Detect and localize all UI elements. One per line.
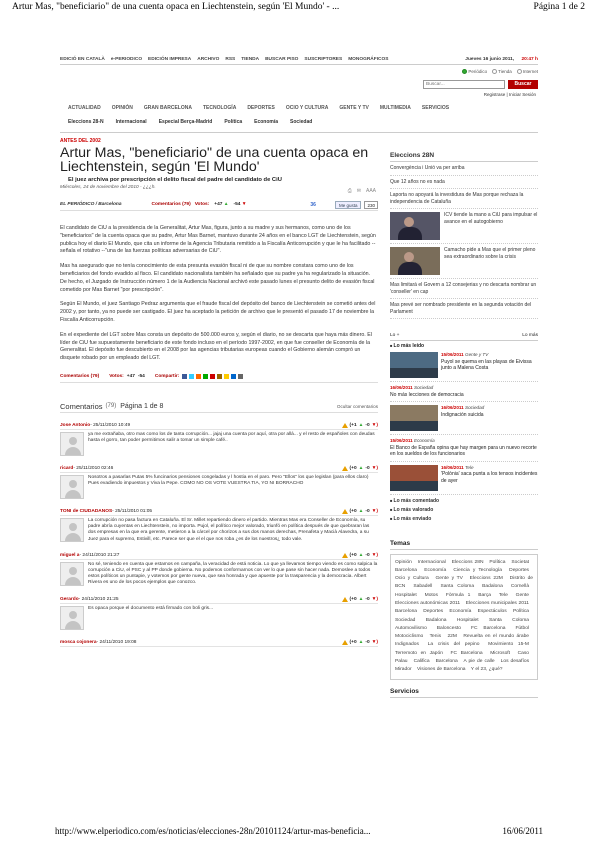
comment-date: - 25/11/2010 10:49: [90, 422, 131, 428]
votes-up-bottom[interactable]: +47: [126, 373, 135, 379]
most-read-thumbnail: [390, 465, 438, 491]
comment-rating: [342, 466, 378, 471]
tag-link[interactable]: Fútbol: [515, 625, 530, 631]
tag-link[interactable]: Caso: [517, 650, 530, 656]
digg-icon[interactable]: [217, 374, 222, 379]
article-meta: [60, 199, 378, 211]
thumb-up-icon: ▲: [223, 202, 229, 207]
most-read-content: [441, 352, 538, 378]
tag-link[interactable]: Palau: [395, 659, 408, 665]
article-paragraph: Según El Mundo, el juez Santiago Pedraz argumenta que el fraude fiscal del depósito del banco de Liechtenstein se cometió antes del 2002 y, por tanto, ya no puede ser castigado. El juez ha aceptado la petición de archivo que le presentó el pasado 17 de noviembre la Fiscalía Anticorrupción.: [60, 301, 376, 323]
report-icon[interactable]: [342, 423, 348, 428]
twitter-icon[interactable]: [189, 374, 194, 379]
comments-label: Comentarios: [60, 373, 90, 379]
tag-link[interactable]: Los desafíos: [500, 659, 530, 665]
most-read-date: 16/06/2011: [441, 405, 464, 410]
tag-link[interactable]: Motos: [424, 592, 438, 598]
tag-link[interactable]: La crisis del pepino: [427, 642, 480, 648]
news-thumbnail: [390, 247, 440, 275]
radio-icon: [517, 69, 522, 74]
subnav-item[interactable]: Especial Berça-Madrid: [158, 119, 213, 125]
tag-link[interactable]: Mirador: [395, 667, 412, 673]
tag-link[interactable]: Sabadell: [413, 584, 433, 590]
comments-link[interactable]: [152, 202, 191, 207]
comments-label: Comentarios: [151, 202, 181, 207]
tag-link[interactable]: Barça: [478, 592, 492, 598]
article-paragraph: Mas ha asegurado que no tenía conocimiento de esta presunta evasión fiscal ni de que su nombre constara como uno de los beneficiarios del fondo evadido al fisco. El candidato nacionalista también ha señalado que su padre ya ha regularizado la situación. De hecho, el Juzgado de Instrucción número 1 de la Audiencia Nacional archivó este pasado lunes el presunto delito de evasión fiscal cometido por Mas Barnet "por prescripción".: [60, 263, 375, 293]
tag-link[interactable]: Hospitalet: [456, 617, 479, 623]
topbar-link[interactable]: EDICIÓN IMPRESA: [148, 56, 192, 62]
article-footer-meta: [60, 371, 378, 383]
tag-link[interactable]: Terremoto en Japón: [395, 650, 443, 656]
most-rated-link[interactable]: ■ Lo más valorado: [390, 507, 538, 513]
scope-label: Periódico: [468, 69, 488, 74]
tag-link[interactable]: Y el 23, ¿qué?: [470, 667, 503, 673]
avatar: [60, 475, 84, 499]
thumb-down-icon[interactable]: ▼): [371, 465, 378, 471]
report-icon[interactable]: [342, 466, 348, 471]
print-header-page: Página 1 de 2: [533, 2, 585, 12]
nav-item[interactable]: GENTE Y TV: [339, 105, 369, 111]
tag-link[interactable]: Santa Coloma: [440, 584, 475, 590]
thumb-up-icon[interactable]: ▲: [358, 508, 364, 514]
like-count: 230: [364, 201, 378, 209]
sidebar-news-item[interactable]: Convergència i Unió va per arriba: [390, 162, 538, 176]
tag-link[interactable]: Indignados: [395, 642, 419, 648]
email-icon[interactable]: ✉: [356, 188, 361, 194]
most-read-item[interactable]: [390, 435, 538, 462]
comment-author[interactable]: TONI de CIUDADANOS: [60, 508, 113, 514]
comments-count: (79): [182, 202, 191, 207]
most-read-category: Tele: [465, 464, 474, 470]
news-thumbnail: [390, 212, 440, 240]
most-read-category: Gente y TV: [465, 352, 489, 357]
tag-link[interactable]: Política: [489, 559, 506, 565]
tag-link[interactable]: Elecciones municipales 2011: [465, 600, 529, 606]
comment-author[interactable]: Jose Antonio: [60, 422, 91, 428]
tag-link[interactable]: Deportes: [423, 609, 444, 615]
votes-label: Votos:: [194, 202, 210, 207]
comment-rating: [342, 597, 378, 602]
topbar-link[interactable]: EDICIÓ EN CATALÀ: [60, 56, 105, 62]
tag-link[interactable]: Revuelta en el mundo árabe: [463, 634, 530, 640]
thumb-up-icon[interactable]: ▲: [358, 596, 364, 602]
subnav-item[interactable]: Economía: [254, 119, 279, 125]
most-read-item[interactable]: [390, 382, 538, 402]
comment-plus[interactable]: (+0: [349, 508, 357, 514]
article-subtitle: El juez archiva por prescripción el delito fiscal del padre del candidato de CiU: [68, 177, 282, 183]
comment-minus[interactable]: -0: [365, 639, 370, 645]
most-read-date: 15/06/2011: [441, 352, 464, 357]
subnav-item[interactable]: Eleccions 28-N: [68, 119, 104, 125]
thumb-up-icon[interactable]: ▲: [358, 465, 364, 471]
share-icons: [182, 374, 243, 379]
sidebar: [390, 152, 538, 698]
site: [60, 54, 538, 814]
thumb-up-icon[interactable]: ▲: [358, 552, 364, 558]
comment-date: - 24/11/2010 21:27: [79, 552, 120, 558]
most-read-date: 15/06/2011: [390, 438, 413, 443]
like-button[interactable]: Me gusta: [335, 201, 362, 209]
tag-link[interactable]: Espectáculos: [477, 609, 507, 615]
comment-rating: [342, 509, 378, 514]
subnav-item[interactable]: Sociedad: [290, 119, 313, 125]
tag-link[interactable]: Tele: [498, 592, 508, 598]
tag-link[interactable]: Microsoft: [490, 650, 511, 656]
comment-rating: [342, 640, 378, 645]
comment-date: - 25/11/2010 01:05: [112, 508, 153, 514]
comment-text: Es opaca porque el documento está firmado con boli gris...: [88, 605, 214, 611]
topbar-link[interactable]: SUSCRIPTORES: [304, 56, 343, 62]
print-footer-url: http://www.elperiodico.com/es/noticias/elecciones-28n/20101124/artur-mas-beneficia...: [55, 826, 371, 836]
comment-item: [60, 422, 378, 456]
comment-minus[interactable]: -0: [365, 552, 370, 558]
article-column: [60, 138, 378, 647]
most-read-category: Sociedad: [414, 385, 434, 390]
news-headline: Camacho pide a Mas que el primer pleno sea extraordinario sobre la crisis: [444, 247, 536, 260]
tag-link[interactable]: Sociedad: [395, 617, 416, 623]
comment-date: - 25/11/2010 02:46: [73, 465, 114, 471]
tag-link[interactable]: 22M: [447, 634, 457, 640]
report-icon[interactable]: [342, 597, 348, 602]
comments-page: Página 1 de 8: [120, 402, 164, 410]
avatar: [60, 562, 84, 586]
temas-title: Temas: [390, 540, 538, 550]
print-footer-date: 16/06/2011: [502, 826, 543, 836]
votes-minus: -54: [233, 202, 241, 207]
sidebar-news-item[interactable]: [390, 244, 538, 279]
most-tabs: [390, 333, 538, 341]
tag-link[interactable]: Opinión: [395, 559, 412, 565]
register-links[interactable]: Registrase | Iniciar Sesión: [483, 92, 536, 97]
most-read-category: Sociedad: [465, 405, 485, 410]
avatar: [60, 518, 84, 542]
thumb-down-icon[interactable]: ▼): [371, 552, 378, 558]
topbar-link[interactable]: MONOGRÁFICOS: [348, 56, 389, 62]
print-footer: [0, 826, 595, 840]
comment-date: - 24/11/2010 19:08: [96, 639, 137, 645]
comments-count: (79): [90, 373, 100, 379]
tag-link[interactable]: Badalona: [425, 617, 447, 623]
report-icon[interactable]: [342, 553, 348, 558]
thumb-up-icon[interactable]: ▲: [358, 639, 364, 645]
tag-link[interactable]: Eleccions 28N: [451, 559, 484, 565]
facebook-share: [310, 201, 378, 209]
tag-link[interactable]: Distrito de BCN: [395, 576, 534, 590]
search-row: [423, 80, 538, 89]
tag-link[interactable]: Motociclismo: [395, 634, 424, 640]
tag-link[interactable]: Economía: [449, 609, 472, 615]
search-button[interactable]: Buscar: [508, 80, 538, 89]
thumb-up-icon[interactable]: ▲: [358, 422, 364, 428]
share-label: Compartir:: [154, 373, 180, 379]
thumb-down-icon[interactable]: ▼): [371, 508, 378, 514]
comment-author[interactable]: ricard: [60, 465, 74, 471]
tag-link[interactable]: Automovilismo: [395, 625, 427, 631]
vote-down-button[interactable]: [234, 202, 247, 207]
tag-link[interactable]: Baloncesto: [436, 625, 461, 631]
comment-plus[interactable]: (+1: [349, 422, 357, 428]
article-date: Miércoles, 24 de noviembre del 2010 - ¿¿¿h.: [60, 185, 156, 190]
print-header: [0, 0, 595, 14]
scope-periodico[interactable]: [462, 69, 487, 74]
tag-link[interactable]: Califica: [413, 659, 430, 665]
tag-link[interactable]: Política: [512, 609, 529, 615]
subnav-item[interactable]: Internacional: [115, 119, 147, 125]
thumb-down-icon[interactable]: ▼): [371, 596, 378, 602]
article-body: [60, 225, 378, 363]
tab-lo-mas[interactable]: Lo +: [390, 333, 400, 338]
tag-link[interactable]: Eleccions 22M: [469, 576, 503, 582]
article-source: EL PERIÓDICO / Barcelona: [60, 202, 122, 207]
comments-title: Comentarios: [60, 401, 103, 411]
article-title: Artur Mas, "beneficiario" de una cuenta opaca en Liechtenstein, según 'El Mundo': [60, 145, 369, 175]
tag-link[interactable]: Elecciones autonómicas 2011: [395, 600, 461, 606]
hide-comments-link[interactable]: Ocultar comentarios: [336, 403, 378, 409]
topbar-link[interactable]: e-PERIODICO: [110, 56, 143, 62]
comment-text: ya me extrañaba, otro mas como los de tanta corrupción... jajaj una cuenta por aquí, otra por allá... y el resto de españoles con deudas hasta el gorro, tan poder permitimos salir a tomar un simple café..: [88, 431, 375, 444]
tag-link[interactable]: FC Barcelona: [450, 650, 483, 656]
news-headline: ICV tiende la mano a CiU para impulsar el avance en el autogobierno: [444, 212, 538, 225]
comment-minus[interactable]: -0: [365, 465, 370, 471]
tag-link[interactable]: A pie de calle: [463, 659, 495, 665]
comment-plus[interactable]: (+0: [349, 596, 357, 602]
nav-item[interactable]: SERVICIOS: [421, 105, 450, 111]
tag-link[interactable]: Cornellà: [510, 584, 530, 590]
comment-text: Nosotros a pasarlas Putas 5% funcinarios pensiones congeladas y l hostia en el paro. Pero "Ellos" los que legislan (para ellos claro) Pues evadiendo impuestos y Viva la Pepe. COMO NO OS VOTE VUESTRA TIA, YO NI BORRACHO: [88, 474, 369, 487]
nav-item[interactable]: OCIO Y CULTURA: [285, 105, 329, 111]
comment-header: [60, 596, 378, 604]
comment-header: [60, 508, 378, 516]
services-title[interactable]: Servicios: [390, 688, 538, 698]
tab-lo-mas-right[interactable]: Lo más: [522, 333, 538, 338]
most-read-title: Indignación suicida: [441, 411, 484, 418]
delicious-icon[interactable]: [203, 374, 208, 379]
vote-up-button[interactable]: [214, 202, 228, 207]
facebook-icon[interactable]: [182, 374, 187, 379]
thumb-down-icon[interactable]: ▼): [371, 639, 378, 645]
votes-plus: +47: [214, 202, 223, 207]
topbar-link[interactable]: ARCHIVO: [197, 56, 220, 62]
most-read-category: Economía: [414, 438, 435, 443]
comment-header: [60, 552, 378, 560]
tag-link[interactable]: Tenis: [429, 634, 442, 640]
top-bar: [60, 54, 538, 65]
comment-date: - 24/11/2010 21:25: [78, 596, 119, 602]
star-icon[interactable]: [224, 374, 229, 379]
comment-header: [60, 465, 378, 473]
most-read-date: 16/06/2011: [390, 385, 413, 390]
article-kicker: ANTES DEL 2002: [60, 138, 101, 144]
tag-link[interactable]: Societat: [511, 559, 530, 565]
most-read-item[interactable]: [390, 402, 538, 435]
tag-link[interactable]: Santa: [489, 617, 502, 623]
comment-item: [60, 465, 378, 499]
most-read-title: 'Polònia' saca punta a los tensos incidentes de ayer: [441, 471, 538, 484]
yahoo-icon[interactable]: [210, 374, 215, 379]
primary-nav: [68, 105, 449, 111]
comment-text: La corrupción no pasa factura en Cataluña. El Sr. Millet repartiendo dinero el partido. Mientras Mas era Conseller de Economía, su padre abría cuyentas en Liechtenstein, no importa. Pujol, el político mejor valorado, triunfó en política después de que quebraran las dos empresas en la que era gerente, metieron a la cárcel por chorizos a sus dos manos derechas, Prenafeta y Macià Alavedra, a su Juez para el supremo, Estivill, etc. Parece ser que el el que nos roba ¿es de los nuestros¿ todo vale.: [88, 517, 370, 542]
comment-header: [60, 422, 378, 430]
tag-link[interactable]: Ciencia y Tecnología: [453, 567, 502, 573]
tag-link[interactable]: Badalona: [482, 584, 503, 590]
most-read-item[interactable]: [390, 462, 538, 495]
tag-link[interactable]: FC Barcelona: [470, 625, 506, 631]
thumb-down-icon[interactable]: ▼): [371, 422, 378, 428]
comment-rating: [342, 423, 378, 428]
sidebar-news-item[interactable]: [390, 209, 538, 244]
most-read-thumbnail: [390, 405, 438, 431]
tag-link[interactable]: Movimiento 15-M: [488, 642, 529, 648]
sidebar-section-title[interactable]: Eleccions 28N: [390, 152, 538, 162]
search-input[interactable]: [423, 80, 505, 89]
print-icon[interactable]: ⎙: [347, 188, 352, 194]
comment-plus[interactable]: (+0: [349, 552, 357, 558]
scope-internet[interactable]: [517, 69, 538, 74]
tag-link[interactable]: Gente: [515, 592, 529, 598]
tag-cloud: [390, 554, 538, 680]
radio-icon: [492, 69, 497, 74]
tag-link[interactable]: Hospitalet: [395, 592, 417, 598]
topbar-link[interactable]: BUSCAR PISO: [265, 56, 299, 62]
current-date: [465, 57, 538, 62]
most-commented-link[interactable]: ■ Lo más comentado: [390, 498, 538, 504]
nav-item[interactable]: GRAN BARCELONA: [143, 105, 192, 111]
comment-body: [60, 432, 378, 456]
tag-link[interactable]: Deportes: [509, 567, 530, 573]
thumb-down-icon: ▼: [241, 202, 247, 207]
temas-section: [390, 540, 538, 680]
nav-item[interactable]: DEPORTES: [247, 105, 275, 111]
report-icon[interactable]: [342, 640, 348, 645]
sidebar-news-item[interactable]: Que 12 años no es nada: [390, 176, 538, 190]
search-scope: [462, 69, 538, 74]
tag-link[interactable]: Fòrmula 1: [445, 592, 471, 598]
comment-item: [60, 552, 378, 587]
tag-link[interactable]: Gente y TV: [435, 576, 463, 582]
most-read-heading[interactable]: ■ Lo más leído: [390, 343, 538, 349]
secondary-nav: [68, 119, 312, 125]
tag-link[interactable]: Visiones de Barcelona: [416, 667, 466, 673]
votes-label-bottom: Votos:: [109, 373, 124, 379]
font-size-icon[interactable]: AAA: [365, 188, 376, 194]
tag-link[interactable]: Barcelona: [395, 567, 418, 573]
most-read-title: El Banco de España opina que hay margen para un nuevo recorte en los sueldos de los funcionarios: [390, 444, 537, 457]
avatar: [60, 606, 84, 630]
nav-item[interactable]: ACTUALIDAD: [68, 105, 101, 111]
subnav-item[interactable]: Política: [224, 119, 243, 125]
comments-total: (79): [105, 403, 117, 410]
comment-item: [60, 508, 378, 543]
comment-plus[interactable]: (+0: [349, 465, 357, 471]
facebook-count: 36: [310, 201, 316, 208]
sidebar-news-item[interactable]: Mas limitará el Govern a 12 consejerias y no descarta nombrar un 'conseller' en cap: [390, 279, 538, 299]
comment-body: [60, 562, 378, 587]
tag-link[interactable]: Ocio y Cultura: [395, 576, 429, 582]
sidebar-news-item[interactable]: Mas prevé ser nombrado presidente en la segunda votación del Parlament: [390, 299, 538, 319]
article-paragraph: El candidato de CiU a la presidencia de la Generalitat, Artur Mas, figura, junto a su madre y sus hermanos, como uno de los "beneficiarios" de la cuenta opaca que su padre, Artur Mas Barnet, mantuvo durante 24 años en el banco LGT de Liechtenstein, según publica hoy el diario El Mundo, que cita un informe de la Agencia Tributaria remitido a la Fiscalía Anticorrupción y que le ha facilitado --señala el rotativo --"una de las fuerzas políticas adversarias de CiU".: [60, 225, 376, 255]
comment-item: [60, 639, 378, 647]
linkedin-icon[interactable]: [231, 374, 236, 379]
article-paragraph: En el expediente del LGT sobre Mas consta un depósito de 500.000 euros y, según el diario, no se descarta que haya más dinero. El líder de CiU fue supuestamente beneficiario de este fondo incluso en el período 1997-2002, en que fue conseller de Economía de la Generalitat. El depósito fue descubierto en el 2008 por las agencias tributarias europeas cuando el Gobierno alemán compró un disquete robado por un empleado del LGT.: [60, 331, 372, 362]
most-read-thumbnail: [390, 352, 438, 378]
votes-down-bottom[interactable]: -54: [137, 373, 145, 379]
comment-author[interactable]: mosca cojonera: [60, 639, 97, 645]
print-header-title: Artur Mas, "beneficiario" de una cuenta opaca en Liechtenstein, según 'El Mundo' - ...: [12, 2, 340, 12]
scope-label: Internet: [522, 69, 538, 74]
nav-item[interactable]: OPINIÓN: [111, 105, 133, 111]
avatar: [60, 432, 84, 456]
most-read-title: Puyol se quema en las playas de Eivissa junto a Malena Costa: [441, 358, 532, 371]
nav-item[interactable]: MULTIMEDIA: [379, 105, 411, 111]
tag-link[interactable]: Internacional: [417, 559, 446, 565]
most-read-content: [390, 385, 538, 398]
comments-header: [60, 401, 378, 413]
comment-item: [60, 596, 378, 630]
topbar-link[interactable]: TIENDA: [241, 56, 260, 62]
most-read-item[interactable]: [390, 349, 538, 382]
comments-link-bottom[interactable]: [60, 374, 99, 379]
tag-link[interactable]: Economía: [424, 567, 447, 573]
meneame-icon[interactable]: [196, 374, 201, 379]
comment-minus[interactable]: -0: [365, 508, 370, 514]
comment-author[interactable]: Gerardo: [60, 596, 79, 602]
report-icon[interactable]: [342, 509, 348, 514]
comment-minus[interactable]: -0: [365, 596, 370, 602]
most-sent-link[interactable]: ■ Lo más enviado: [390, 516, 538, 522]
tag-link[interactable]: Barcelona: [435, 659, 458, 665]
comment-body: [60, 606, 378, 630]
comment-body: [60, 518, 378, 543]
radio-icon: [462, 69, 467, 74]
scope-tienda[interactable]: [492, 69, 512, 74]
comment-author[interactable]: miguel a: [60, 552, 80, 558]
most-read-content: [441, 465, 538, 491]
comment-rating: [342, 553, 378, 558]
topbar-link[interactable]: RSS: [225, 56, 236, 62]
most-read-date: 16/06/2011: [441, 464, 464, 470]
date-text: Jueves 16 junio 2011,: [465, 56, 515, 62]
comment-minus[interactable]: -0: [365, 422, 370, 428]
most-read-content: [441, 405, 538, 431]
most-read-content: [390, 438, 538, 458]
divider: [60, 132, 538, 133]
comment-text: No sé, teniendo en cuenta que estamos en campaña, la veracidad de está noticia. Lo que ya llevamos tiempo viendo es como salpica la corrupción a CiU, el PSC y al PP donde gobierna. No podemos conformarnos con ver lo que pase sin hacer nada. Demoslee a todos estos políticos un puntapie, y votemos por gente nueva, que sea honrada y que apueste por la trasparencia y la democracia. Albert Rivera es uno de los pocos ejemplos que conozco.: [88, 561, 378, 586]
article-tools: [348, 188, 376, 194]
comment-header: [60, 639, 378, 647]
comment-body: [60, 475, 378, 499]
tag-link[interactable]: Coloma: [512, 617, 530, 623]
nav-item[interactable]: TECNOLOGÍA: [202, 105, 237, 111]
scope-label: Tienda: [498, 69, 512, 74]
tag-link[interactable]: Barcelona: [395, 609, 418, 615]
other-share-icon[interactable]: [238, 374, 243, 379]
time-text: 20:47 h: [521, 56, 538, 62]
comment-plus[interactable]: (+0: [349, 639, 357, 645]
sidebar-news-item[interactable]: Laporta no apoyará la investidura de Mas porque rechaza la independencia de Cataluña: [390, 189, 538, 209]
most-read-title: No más lecciones de democracia: [390, 391, 464, 398]
